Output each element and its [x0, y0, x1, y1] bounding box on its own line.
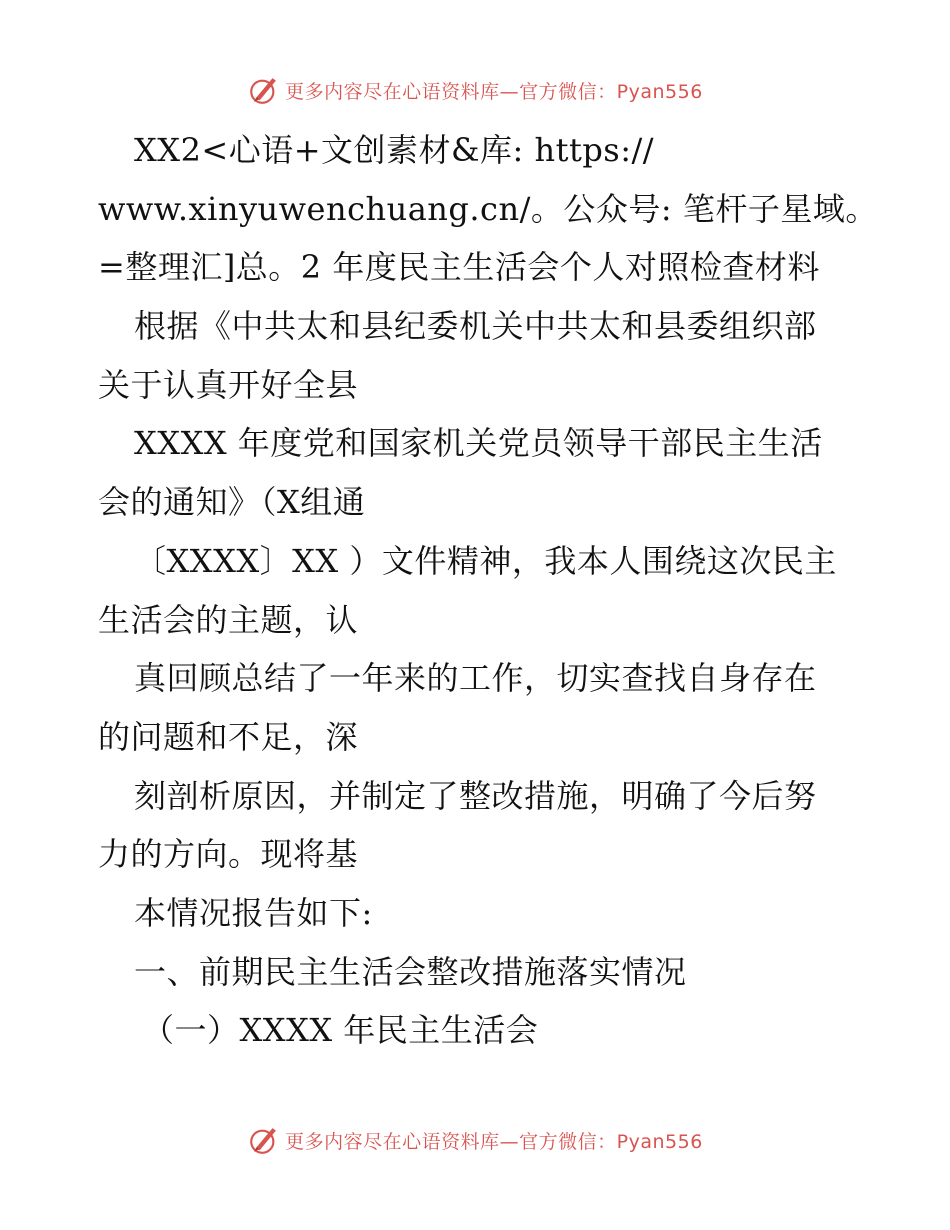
- text-line: 真回顾总结了一年来的工作，切实查找自身存在: [134, 659, 817, 698]
- watermark-text: 更多内容尽在心语资料库—官方微信：Pyan556: [285, 1130, 703, 1153]
- watermark-text: 更多内容尽在心语资料库—官方微信：Pyan556: [285, 80, 703, 103]
- text-line: 刻剖析原因，并制定了整改措施，明确了今后努: [134, 776, 817, 815]
- text-line: 生活会的主题，认: [98, 600, 359, 639]
- text-line: 〔XXXX〕XX ）文件精神，我本人围绕这次民主: [134, 541, 837, 580]
- text-line: 关于认真开好全县: [98, 365, 359, 404]
- text-line: XXXX 年度党和国家机关党员领导干部民主生活: [134, 424, 823, 463]
- text-line: =整理汇]总。2 年度民主生活会个人对照检查材料: [98, 248, 820, 287]
- document-body: [98, 121, 878, 1060]
- section-heading: 一、前期民主生活会整改措施落实情况: [134, 952, 687, 991]
- text-line: 力的方向。现将基: [98, 835, 359, 874]
- text-line: 根据《中共太和县纪委机关中共太和县委组织部: [134, 307, 817, 346]
- quill-pen-logo-icon: [247, 73, 281, 107]
- text-line: XX2<心语+文创素材&库: https://: [134, 131, 655, 169]
- subsection-heading: （一）XXXX 年民主生活会: [142, 1011, 539, 1050]
- text-line: www.xinyuwenchuang.cn/。公众号: 笔杆子星域。: [98, 189, 878, 228]
- text-line: 本情况报告如下:: [134, 893, 373, 932]
- quill-pen-logo-icon: [247, 1123, 281, 1157]
- text-line: 会的通知》（X组通: [98, 483, 366, 522]
- footer-watermark: [0, 1120, 950, 1160]
- header-watermark: [0, 70, 950, 110]
- text-line: 的问题和不足，深: [98, 717, 359, 756]
